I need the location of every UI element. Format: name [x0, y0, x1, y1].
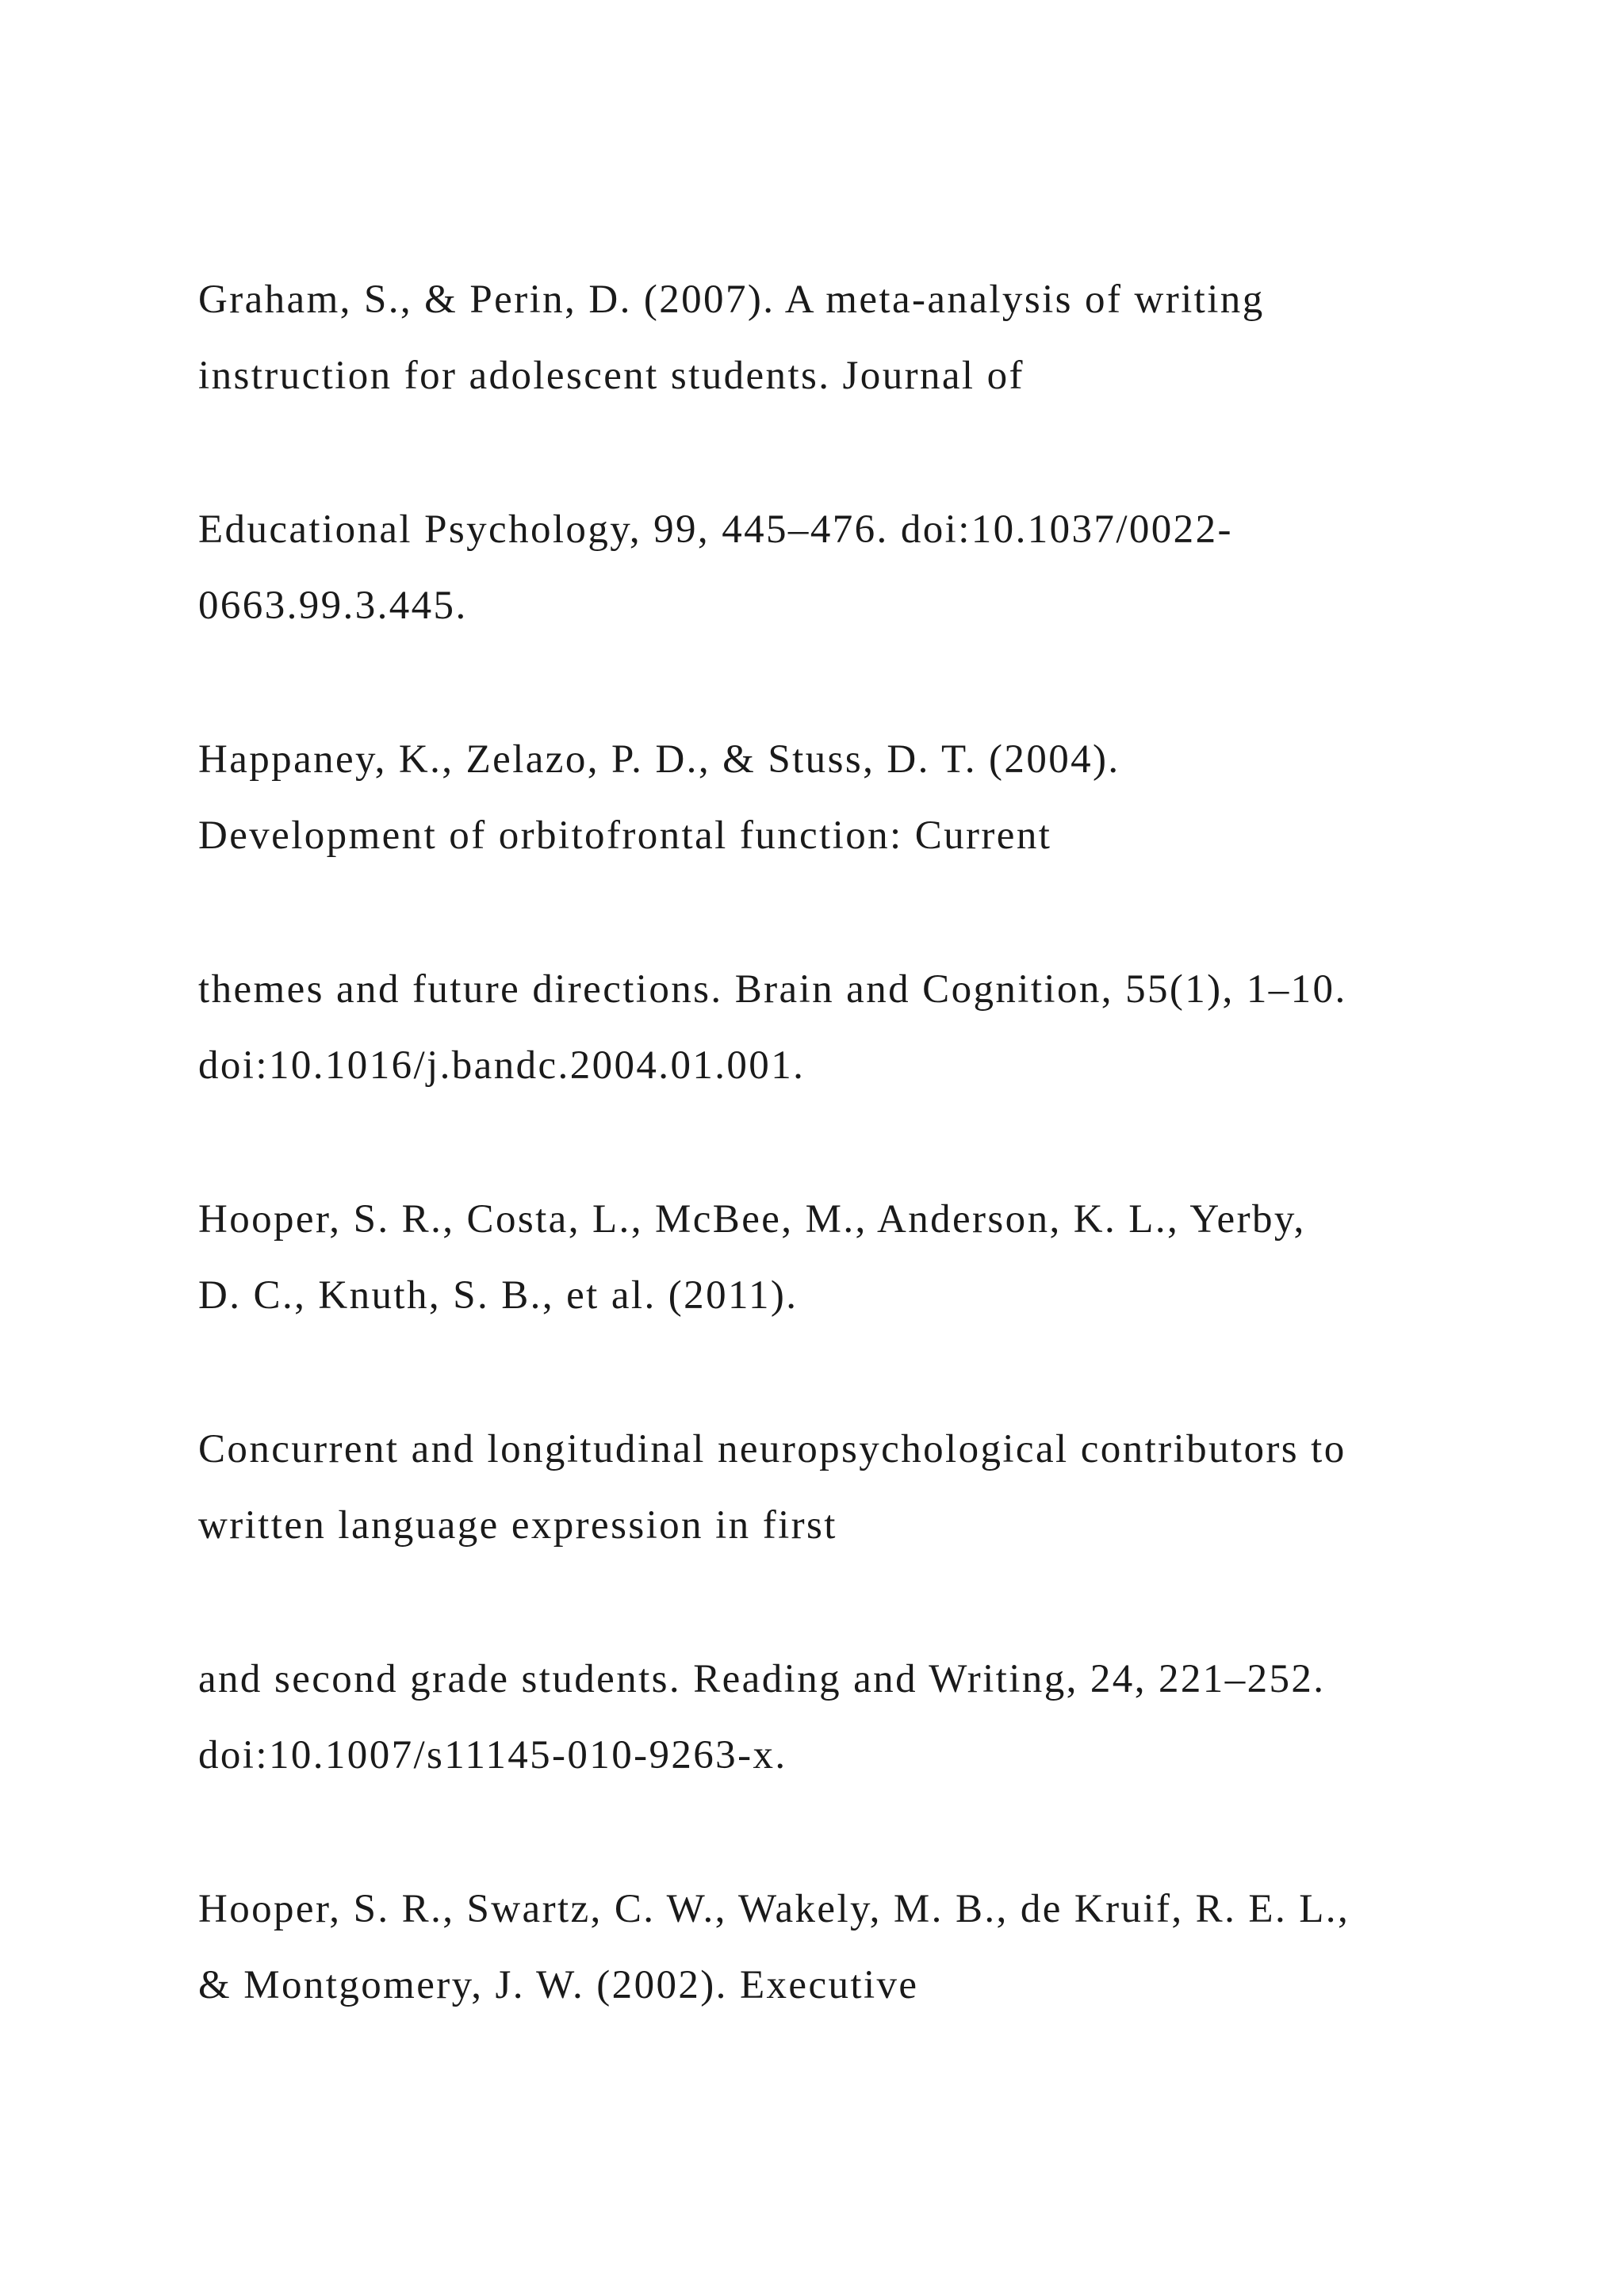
text-line: & Montgomery, J. W. (2002). Executive	[198, 1963, 919, 2007]
text-line: Development of orbitofrontal function: Current	[198, 813, 1052, 858]
text-line: Hooper, S. R., Costa, L., McBee, M., Anderson, K. L., Yerby,	[198, 1197, 1306, 1242]
text-line: 0663.99.3.445.	[198, 584, 468, 628]
text-line: doi:10.1007/s11145-010-9263-x.	[198, 1733, 787, 1777]
text-line: and second grade students. Reading and Writing, 24, 221–252.	[198, 1657, 1326, 1701]
text-line: Happaney, K., Zelazo, P. D., & Stuss, D. T. (2004).	[198, 737, 1120, 782]
text-line: D. C., Knuth, S. B., et al. (2011).	[198, 1273, 799, 1318]
text-line: doi:10.1016/j.bandc.2004.01.001.	[198, 1043, 806, 1088]
text-line: Educational Psychology, 99, 445–476. doi:10.1037/0022-	[198, 507, 1233, 552]
text-line: Concurrent and longitudinal neuropsychological contributors to	[198, 1427, 1346, 1471]
text-line: Graham, S., & Perin, D. (2007). A meta-analysis of writing	[198, 277, 1265, 322]
text-line: themes and future directions. Brain and Cognition, 55(1), 1–10.	[198, 967, 1347, 1012]
text-line: written language expression in first	[198, 1503, 837, 1548]
text-line: instruction for adolescent students. Journal of	[198, 354, 1025, 398]
text-line: Hooper, S. R., Swartz, C. W., Wakely, M. B., de Kruif, R. E. L.,	[198, 1887, 1350, 1931]
